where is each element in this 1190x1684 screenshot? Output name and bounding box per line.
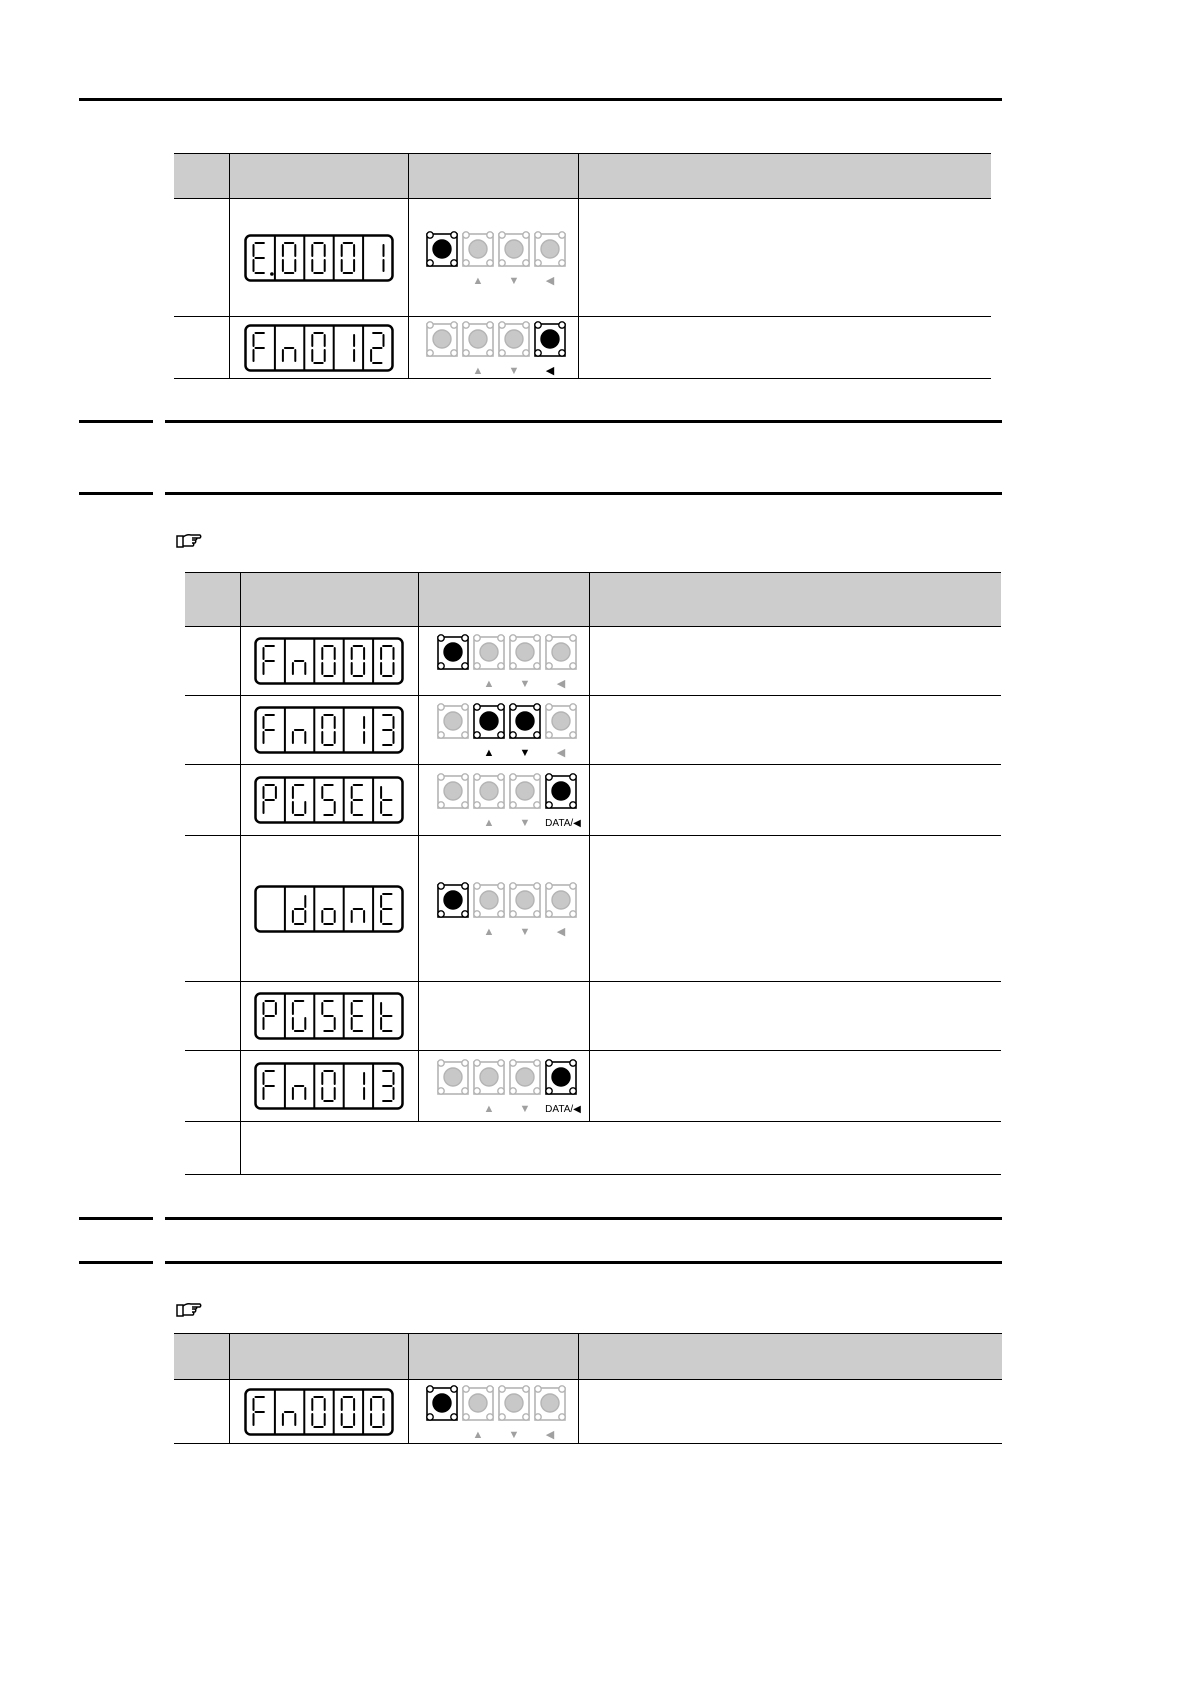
display-digit (381, 1003, 391, 1031)
header-operation-cell (589, 573, 1001, 627)
key-label: ▼ (519, 747, 530, 759)
table-header-row (174, 1334, 1002, 1380)
seven-segment-display (244, 234, 394, 282)
key-label: ◀ (556, 678, 565, 690)
operator-keys (434, 879, 574, 939)
pointing-hand-icon (176, 532, 202, 550)
display-digit (341, 1397, 353, 1427)
key-icon (437, 704, 467, 738)
header-keys-cell (418, 573, 589, 627)
display-digit (352, 1001, 362, 1031)
header-display-cell (240, 573, 418, 627)
display-digit (341, 243, 353, 273)
header-step-cell (185, 573, 240, 627)
display-digit (293, 730, 305, 743)
display-cell (240, 696, 418, 765)
display-digit (293, 1086, 305, 1099)
display-cell (240, 982, 418, 1051)
section-rule-left (79, 420, 153, 423)
key-icon (509, 882, 539, 916)
display-digit (322, 646, 334, 676)
pressed-key-icon (427, 231, 457, 265)
keys-cell (408, 317, 578, 379)
key-label: ▲ (472, 274, 484, 287)
seven-segment-display (244, 324, 394, 372)
operator-keys (423, 318, 563, 378)
key-icon (509, 635, 539, 669)
table-row (185, 696, 1001, 765)
key-icon (499, 231, 529, 265)
display-digit (253, 1397, 263, 1425)
key-label: ◀ (556, 747, 565, 759)
display-digit (312, 1397, 324, 1427)
display-digit (293, 785, 305, 815)
key-label: DATA/◀ (544, 1104, 581, 1115)
key-label: ▼ (519, 817, 530, 829)
display-digit (322, 785, 334, 815)
operation-table-2 (185, 572, 1001, 1175)
key-icon (463, 231, 493, 265)
seven-segment-display (254, 992, 404, 1040)
table-row (185, 982, 1001, 1051)
key-icon (463, 321, 493, 355)
display-digit (282, 243, 294, 273)
display-digit (371, 1397, 383, 1427)
key-label: ▲ (483, 817, 494, 829)
operator-keys (434, 700, 574, 760)
display-digit (282, 348, 294, 361)
key-label: ▼ (508, 364, 520, 377)
display-digit (293, 1001, 305, 1031)
key-icon (463, 1385, 493, 1419)
seven-segment-display (254, 885, 404, 933)
key-label: ▼ (508, 274, 520, 287)
header-operation-cell (578, 154, 991, 199)
pressed-key-icon (437, 635, 467, 669)
display-digit (352, 646, 364, 676)
display-cell (240, 836, 418, 982)
key-label: ▲ (472, 364, 484, 377)
display-cell (229, 1380, 408, 1444)
section-rule-left (79, 1217, 153, 1220)
keys-cell (418, 627, 589, 696)
key-label: ▼ (519, 1103, 530, 1115)
display-cell (240, 765, 418, 836)
key-icon (437, 1060, 467, 1094)
key-label: ▲ (483, 1103, 494, 1115)
key-label: DATA/◀ (544, 818, 581, 829)
key-label: ▼ (508, 1428, 520, 1441)
key-label: ◀ (556, 925, 565, 938)
table-header-row (174, 154, 991, 199)
keys-cell (418, 982, 589, 1051)
display-cell (229, 199, 408, 317)
pressed-key-icon (437, 882, 467, 916)
display-digit (322, 1001, 334, 1031)
display-digit (371, 333, 383, 363)
display-digit (322, 909, 334, 924)
display-digit (322, 715, 334, 745)
seven-segment-display (254, 776, 404, 824)
operator-keys (434, 770, 581, 830)
display-digit (312, 243, 324, 273)
display-digit (381, 894, 391, 924)
display-digit (264, 715, 274, 743)
pressed-key-icon (545, 1060, 575, 1094)
display-digit (282, 1412, 294, 1425)
key-label: ◀ (545, 364, 555, 377)
table-row (185, 1051, 1001, 1122)
pressed-key-icon (545, 774, 575, 808)
keys-cell (418, 1051, 589, 1122)
keys-cell (408, 199, 578, 317)
seven-segment-display (254, 1062, 404, 1110)
key-icon (427, 321, 457, 355)
key-icon (545, 882, 575, 916)
page-top-rule (79, 98, 1002, 101)
key-label: ▲ (483, 747, 494, 759)
key-label: ▼ (519, 678, 530, 690)
header-keys-cell (408, 1334, 578, 1380)
key-icon (499, 1385, 529, 1419)
seven-segment-display (254, 637, 404, 685)
section-rule-right (165, 1217, 1002, 1220)
header-display-cell (229, 1334, 408, 1380)
display-digit (383, 1071, 393, 1101)
display-digit (293, 896, 305, 924)
pressed-key-icon (509, 704, 539, 738)
key-icon (535, 1385, 565, 1419)
operator-keys (434, 631, 574, 691)
display-digit (253, 333, 263, 361)
key-icon (473, 882, 503, 916)
table-row (174, 317, 991, 379)
section-rule-left (79, 1261, 153, 1264)
display-digit (352, 909, 364, 922)
display-digit (381, 646, 393, 676)
section-rule-right (165, 492, 1002, 495)
key-icon (499, 321, 529, 355)
section-rule-right (165, 420, 1002, 423)
key-label: ▼ (519, 925, 530, 938)
display-cell (240, 1051, 418, 1122)
section-rule-left (79, 492, 153, 495)
header-step-cell (174, 154, 229, 199)
display-digit (293, 661, 305, 674)
key-icon (473, 1060, 503, 1094)
pressed-key-icon (427, 1385, 457, 1419)
key-label: ◀ (545, 1428, 555, 1441)
key-icon (509, 1060, 539, 1094)
pressed-key-icon (535, 321, 565, 355)
key-icon (545, 635, 575, 669)
header-display-cell (229, 154, 408, 199)
key-icon (473, 774, 503, 808)
table-row (185, 765, 1001, 836)
seven-segment-display (254, 706, 404, 754)
table-row (185, 1122, 1001, 1175)
operation-table-1 (174, 153, 991, 379)
key-icon (535, 231, 565, 265)
display-digit (322, 1071, 334, 1101)
table-row (185, 836, 1001, 982)
header-operation-cell (578, 1334, 1002, 1380)
display-digit (381, 787, 391, 815)
key-label: ◀ (545, 274, 555, 287)
key-label: ▲ (483, 678, 494, 690)
display-digit (264, 785, 276, 813)
key-icon (509, 774, 539, 808)
header-step-cell (174, 1334, 229, 1380)
key-label: ▲ (472, 1428, 484, 1441)
display-digit (253, 243, 263, 273)
key-label: ▲ (483, 925, 494, 938)
key-icon (473, 635, 503, 669)
keys-cell (408, 1380, 578, 1444)
operator-keys (423, 228, 563, 288)
table-row (174, 1380, 1002, 1444)
display-cell (229, 317, 408, 379)
operator-keys (434, 1056, 581, 1116)
section-rule-right (165, 1261, 1002, 1264)
display-digit (352, 785, 362, 815)
operation-table-3 (174, 1333, 1002, 1444)
display-digit (264, 1071, 274, 1099)
keys-cell (418, 836, 589, 982)
keys-cell (418, 696, 589, 765)
table-row (174, 199, 991, 317)
display-cell (240, 627, 418, 696)
seven-segment-display (244, 1388, 394, 1436)
display-digit (312, 333, 324, 363)
key-icon (545, 704, 575, 738)
header-keys-cell (408, 154, 578, 199)
table-row (185, 627, 1001, 696)
operator-keys (423, 1382, 563, 1442)
display-digit (264, 1001, 276, 1029)
table-header-row (185, 573, 1001, 627)
pressed-key-icon (473, 704, 503, 738)
pointing-hand-icon (176, 1301, 202, 1319)
display-digit (383, 715, 393, 745)
keys-cell (418, 765, 589, 836)
key-icon (437, 774, 467, 808)
display-digit (264, 646, 274, 674)
